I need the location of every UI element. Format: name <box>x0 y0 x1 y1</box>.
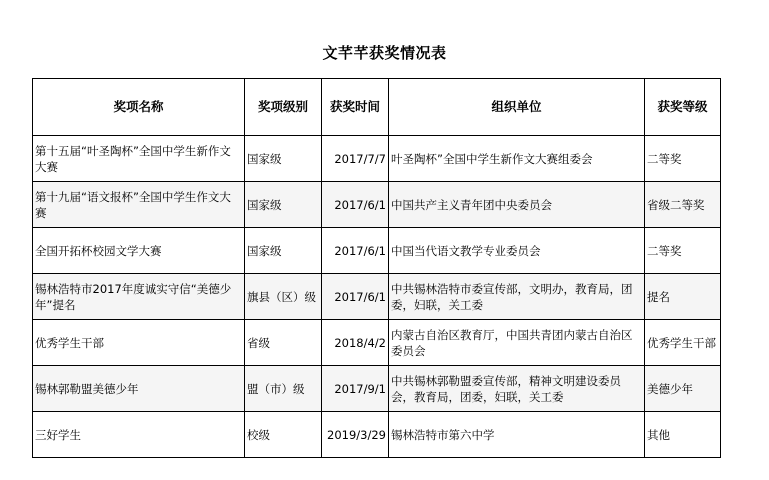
header-organizer: 组织单位 <box>389 79 645 136</box>
cell-award-name: 全国开拓杯校园文学大赛 <box>33 228 245 274</box>
table-header-row <box>33 79 721 136</box>
header-award-time: 获奖时间 <box>322 79 389 136</box>
cell-award-name: 第十九届“语文报杯”全国中学生作文大赛 <box>33 182 245 228</box>
cell-award-time: 2017/6/1 <box>322 228 389 274</box>
cell-award-name: 优秀学生干部 <box>33 320 245 366</box>
cell-award-grade: 优秀学生干部 <box>645 320 721 366</box>
cell-award-level: 省级 <box>245 320 322 366</box>
document-title: 文芊芊获奖情况表 <box>322 44 447 62</box>
cell-award-name: 锡林郭勒盟美德少年 <box>33 366 245 412</box>
cell-award-level: 盟（市）级 <box>245 366 322 412</box>
cell-award-grade: 其他 <box>645 412 721 458</box>
cell-award-grade: 提名 <box>645 274 721 320</box>
cell-award-level: 国家级 <box>245 182 322 228</box>
cell-organizer: 中国当代语文教学专业委员会 <box>389 228 645 274</box>
cell-award-grade: 省级二等奖 <box>645 182 721 228</box>
cell-organizer: 内蒙古自治区教育厅，中国共青团内蒙古自治区委员会 <box>389 320 645 366</box>
cell-organizer: 中共锡林浩特市委宣传部，文明办，教育局，团委，妇联，关工委 <box>389 274 645 320</box>
cell-award-level: 旗县（区）级 <box>245 274 322 320</box>
cell-organizer: 锡林浩特市第六中学 <box>389 412 645 458</box>
cell-award-grade: 美德少年 <box>645 366 721 412</box>
table-row <box>33 182 721 228</box>
cell-award-time: 2017/6/1 <box>322 274 389 320</box>
awards-table <box>32 78 721 458</box>
cell-award-grade: 二等奖 <box>645 228 721 274</box>
cell-award-time: 2018/4/2 <box>322 320 389 366</box>
header-award-level: 奖项级别 <box>245 79 322 136</box>
table-row <box>33 274 721 320</box>
cell-award-name: 三好学生 <box>33 412 245 458</box>
table-row <box>33 228 721 274</box>
table-row <box>33 366 721 412</box>
header-award-name: 奖项名称 <box>33 79 245 136</box>
cell-organizer: 中国共产主义青年团中央委员会 <box>389 182 645 228</box>
cell-award-level: 校级 <box>245 412 322 458</box>
cell-award-level: 国家级 <box>245 136 322 182</box>
table-row <box>33 320 721 366</box>
header-award-grade: 获奖等级 <box>645 79 721 136</box>
cell-award-grade: 二等奖 <box>645 136 721 182</box>
table-row <box>33 136 721 182</box>
cell-award-time: 2017/6/1 <box>322 182 389 228</box>
cell-award-name: 锡林浩特市2017年度诚实守信“美德少年”提名 <box>33 274 245 320</box>
cell-award-time: 2019/3/29 <box>322 412 389 458</box>
cell-award-time: 2017/9/1 <box>322 366 389 412</box>
cell-award-name: 第十五届“叶圣陶杯”全国中学生新作文大赛 <box>33 136 245 182</box>
cell-award-time: 2017/7/7 <box>322 136 389 182</box>
cell-organizer: 叶圣陶杯”全国中学生新作文大赛组委会 <box>389 136 645 182</box>
cell-award-level: 国家级 <box>245 228 322 274</box>
table-row <box>33 412 721 458</box>
cell-organizer: 中共锡林郭勒盟委宣传部，精神文明建设委员会，教育局，团委，妇联，关工委 <box>389 366 645 412</box>
